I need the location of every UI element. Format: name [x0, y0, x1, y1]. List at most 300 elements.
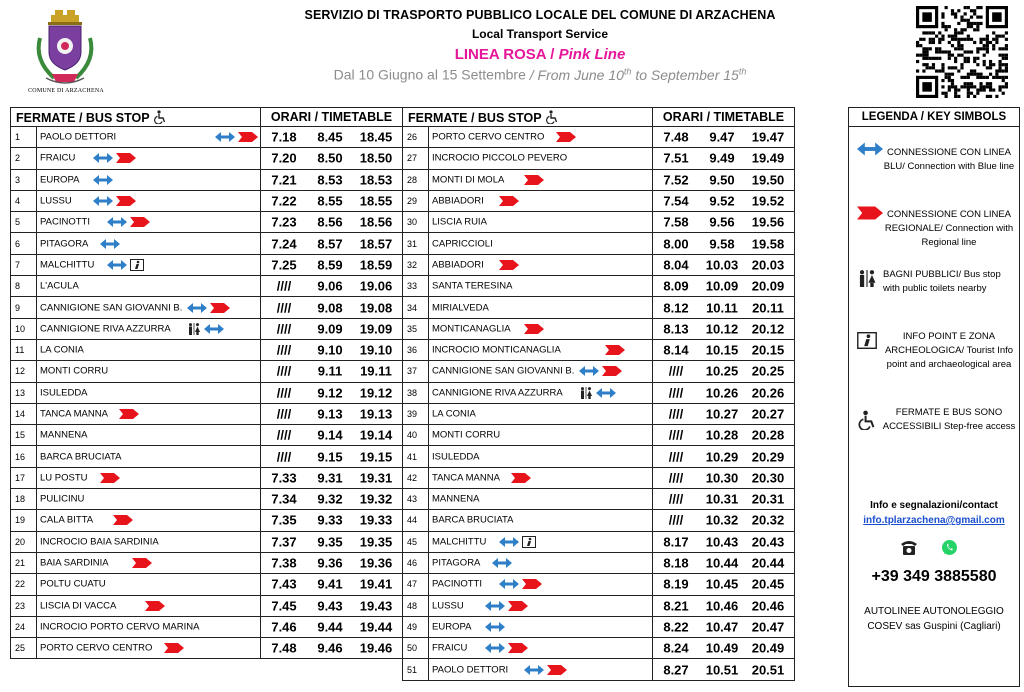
departure-time: 8.22 [663, 619, 689, 635]
stop-name: ABBIADORI [432, 195, 484, 207]
departure-time: 7.48 [663, 129, 689, 145]
departure-time: 7.34 [271, 491, 297, 507]
departure-time: 7.51 [663, 150, 689, 166]
stop-number: 40 [403, 425, 429, 446]
departure-time: 19.13 [359, 406, 393, 422]
departure-time: 10.29 [705, 449, 739, 465]
table-row [11, 361, 795, 382]
stop-icons [605, 345, 625, 355]
stop-times [261, 297, 403, 318]
departure-time: 9.11 [317, 363, 343, 379]
stop-name-cell [37, 169, 261, 190]
stop-number: 6 [11, 233, 37, 254]
stop-name-cell [429, 318, 653, 339]
table-row [11, 510, 795, 531]
departure-time: 8.56 [317, 214, 343, 230]
departure-time: 19.52 [751, 193, 785, 209]
departure-time: 9.12 [317, 385, 343, 401]
stop-icons [524, 175, 544, 185]
table-row [11, 339, 795, 360]
departure-time: 19.50 [751, 172, 785, 188]
departure-time: 10.51 [705, 662, 739, 678]
stop-number: 13 [11, 382, 37, 403]
departure-time: 8.19 [663, 576, 689, 592]
departure-time: 10.43 [705, 534, 739, 550]
dates-en-end-sup: th [738, 66, 747, 76]
stop-name-cell [429, 339, 653, 360]
departure-time: 19.35 [359, 534, 393, 550]
departure-time: //// [668, 406, 684, 422]
regional-line-connection-icon [602, 366, 622, 376]
blue-line-connection-icon [485, 622, 505, 632]
stop-times [261, 595, 403, 616]
departure-time: 19.11 [360, 363, 392, 379]
departure-time: 8.12 [663, 300, 689, 316]
stop-times [653, 638, 795, 659]
departure-time: 19.33 [359, 512, 393, 528]
stop-times [653, 318, 795, 339]
stop-name-cell [429, 425, 653, 446]
table-row [11, 254, 795, 275]
stop-icons [100, 473, 120, 483]
stop-times [261, 638, 403, 659]
regional-line-connection-icon [100, 473, 120, 483]
departure-time: 9.10 [317, 342, 343, 358]
stop-name-cell [429, 254, 653, 275]
stop-name: CANNIGIONE RIVA AZZURRA [40, 323, 171, 335]
stop-times [261, 616, 403, 637]
stop-name: CANNIGIONE SAN GIOVANNI B. [40, 302, 183, 314]
stop-name-cell [37, 297, 261, 318]
table-row [11, 531, 795, 552]
stop-name: PULICINU [40, 493, 85, 505]
regional-line-connection-icon [547, 665, 567, 675]
departure-time: 19.44 [359, 619, 393, 635]
departure-time: 20.03 [751, 257, 785, 273]
stop-name-cell [37, 339, 261, 360]
stop-name: PITAGORA [40, 238, 89, 250]
departure-time: 20.26 [751, 385, 785, 401]
contact-email-link[interactable]: info.tplarzachena@gmail.com [863, 515, 1005, 526]
stop-name-cell [429, 510, 653, 531]
operator-block [849, 604, 1019, 634]
table-row [11, 489, 795, 510]
departure-time: //// [276, 321, 292, 337]
departure-time: 7.48 [271, 640, 297, 656]
stop-icons [107, 259, 144, 271]
departure-time: 10.30 [705, 470, 739, 486]
blue-line-connection-icon [93, 175, 113, 185]
stop-name: TANCA MANNA [40, 408, 108, 420]
info-point-icon [522, 536, 536, 548]
blue-line-connection-icon [107, 217, 127, 227]
departure-time: 10.25 [705, 363, 739, 379]
stop-icons [132, 558, 152, 568]
departure-time: 20.43 [751, 534, 785, 550]
stop-name-cell [429, 297, 653, 318]
timetable-column-header-right: ORARI / TIMETABLE [653, 108, 795, 127]
qr-code-icon[interactable] [916, 6, 1008, 98]
stop-times [261, 446, 403, 467]
stop-number: 4 [11, 190, 37, 211]
departure-time: 9.13 [317, 406, 343, 422]
departure-time: 9.50 [709, 172, 735, 188]
stop-times [653, 148, 795, 169]
departure-time: 10.09 [705, 278, 739, 294]
coat-of-arms-icon [24, 8, 106, 100]
table-row [11, 552, 795, 573]
stop-number: 48 [403, 595, 429, 616]
table-row [11, 595, 795, 616]
departure-time: 9.41 [317, 576, 343, 592]
departure-time: 18.50 [359, 150, 393, 166]
departure-time: 9.32 [317, 491, 343, 507]
stop-times [653, 616, 795, 637]
stop-name-cell [37, 148, 261, 169]
crest-caption: COMUNE DI ARZACHENA [28, 88, 104, 94]
stop-number: 1 [11, 127, 37, 148]
blue-line-connection-icon [204, 324, 224, 334]
table-row [11, 318, 795, 339]
stop-icons [107, 217, 150, 227]
legend-info-point: INFO POINT E ZONA ARCHEOLOGICA/ Tourist Info point and archaeological area [884, 331, 1014, 370]
stop-name: INCROCIO BAIA SARDINIA [40, 536, 159, 548]
stop-name: EUROPA [40, 174, 80, 186]
departure-time: 20.25 [751, 363, 785, 379]
stop-icons [113, 515, 133, 525]
stop-icons [485, 622, 505, 632]
line-name [250, 46, 830, 63]
legend-panel [848, 107, 1020, 687]
stop-name: MANNENA [40, 429, 88, 441]
stop-name-cell [37, 254, 261, 275]
departure-time: 10.03 [705, 257, 739, 273]
stop-number: 25 [11, 638, 37, 659]
departure-time: 19.47 [751, 129, 785, 145]
table-row [11, 446, 795, 467]
table-row [11, 233, 795, 254]
departure-time: 20.30 [751, 470, 785, 486]
stop-icons [119, 409, 139, 419]
departure-time: 20.11 [752, 300, 784, 316]
stop-name-cell [429, 361, 653, 382]
stop-number: 41 [403, 446, 429, 467]
regional-line-connection-icon [145, 601, 165, 611]
blue-line-connection-icon [579, 366, 599, 376]
departure-time: //// [668, 385, 684, 401]
stop-name-cell [37, 489, 261, 510]
stop-name-cell [429, 233, 653, 254]
departure-time: 19.49 [751, 150, 785, 166]
line-name-separator: / [546, 46, 559, 63]
timetable [10, 107, 795, 681]
departure-time: 9.09 [317, 321, 343, 337]
stop-icons [579, 387, 616, 399]
departure-time: //// [276, 385, 292, 401]
stop-name-cell [429, 446, 653, 467]
validity-dates [250, 66, 830, 83]
departure-time: 20.29 [751, 449, 785, 465]
stop-number: 30 [403, 212, 429, 233]
stop-times [261, 339, 403, 360]
table-row [11, 382, 795, 403]
departure-time: 9.52 [709, 193, 735, 209]
stop-number: 49 [403, 616, 429, 637]
legend-regional-line: CONNESSIONE CON LINEA REGIONALE/ Connection with Regional line [884, 209, 1014, 248]
departure-time: 10.32 [705, 512, 739, 528]
table-row [11, 425, 795, 446]
stop-name: MANNENA [432, 493, 480, 505]
departure-time: 9.56 [709, 214, 735, 230]
stop-name: MONTI CORRU [40, 365, 109, 377]
departure-time: 10.28 [705, 427, 739, 443]
stop-number: 14 [11, 403, 37, 424]
departure-time: 8.04 [663, 257, 689, 273]
stop-number: 7 [11, 254, 37, 275]
stop-name: FRAICU [432, 642, 468, 654]
stop-number: 39 [403, 403, 429, 424]
stop-times [261, 254, 403, 275]
whatsapp-icon [941, 539, 958, 556]
stop-name-cell [429, 127, 653, 148]
stop-name-cell [37, 425, 261, 446]
regional-line-connection-icon [508, 601, 528, 611]
dates-en-start: From June 10 [537, 66, 624, 83]
stop-number: 35 [403, 318, 429, 339]
departure-time: 9.08 [317, 300, 343, 316]
departure-time: //// [668, 363, 684, 379]
departure-time: 9.36 [317, 555, 343, 571]
stop-name: BARCA BRUCIATA [432, 514, 514, 526]
regional-line-connection-icon [116, 153, 136, 163]
stop-icons [524, 665, 567, 675]
legend-public-toilets: BAGNI PUBBLICI/ Bus stop with public toilets nearby [883, 269, 1001, 294]
departure-time: 9.15 [317, 449, 343, 465]
departure-time: 8.09 [663, 278, 689, 294]
blue-line-connection-icon [485, 643, 505, 653]
stop-name: MONTICANAGLIA [432, 323, 511, 335]
stop-name-cell [37, 190, 261, 211]
stop-times [261, 233, 403, 254]
departure-time: 20.51 [751, 662, 785, 678]
departure-time: 8.18 [663, 555, 689, 571]
blue-line-connection-icon [485, 601, 505, 611]
public-toilets-icon [579, 387, 593, 399]
regional-line-connection-icon [522, 579, 542, 589]
stop-name: INCROCIO PICCOLO PEVERO [432, 152, 568, 164]
departure-time: 7.20 [271, 150, 297, 166]
departure-time: 9.46 [317, 640, 343, 656]
departure-time: 20.09 [751, 278, 785, 294]
table-row [11, 127, 795, 148]
departure-time: 20.49 [751, 640, 785, 656]
stop-name-cell [37, 616, 261, 637]
stop-times [653, 190, 795, 211]
stop-times [261, 382, 403, 403]
stop-times [653, 510, 795, 531]
stop-times [261, 276, 403, 297]
stop-name: CANNIGIONE RIVA AZZURRA [432, 387, 563, 399]
departure-time: 7.35 [271, 512, 297, 528]
departure-time: 19.58 [751, 236, 785, 252]
stop-times [653, 403, 795, 424]
stop-icons [215, 132, 258, 142]
departure-time: 18.53 [359, 172, 393, 188]
stop-name: CALA BITTA [40, 514, 94, 526]
stop-name: ABBIADORI [432, 259, 484, 271]
stop-icons [485, 643, 528, 653]
timetable-column-header-left: ORARI / TIMETABLE [261, 108, 403, 127]
stop-number: 51 [403, 659, 429, 680]
stop-name: LUSSU [432, 600, 464, 612]
service-title: SERVIZIO DI TRASPORTO PUBBLICO LOCALE DEL COMUNE DI ARZACHENA [304, 8, 776, 22]
table-row [11, 403, 795, 424]
departure-time: 7.22 [271, 193, 297, 209]
departure-time: 8.55 [317, 193, 343, 209]
departure-time: //// [276, 278, 292, 294]
departure-time: 7.58 [663, 214, 689, 230]
legend-title: LEGENDA / KEY SIMBOLS [849, 108, 1019, 127]
stop-icons [511, 473, 531, 483]
stop-column-header-right: FERMATE / BUS STOP [403, 108, 653, 127]
stop-name-cell [37, 638, 261, 659]
departure-time: 8.59 [317, 257, 343, 273]
departure-time: 18.57 [359, 236, 393, 252]
stop-number: 38 [403, 382, 429, 403]
stop-name-cell [37, 361, 261, 382]
departure-time: 9.49 [709, 150, 735, 166]
stop-icons [499, 579, 542, 589]
operator-line-1: AUTOLINEE AUTONOLEGGIO [864, 606, 1004, 617]
regional-line-connection-icon [511, 473, 531, 483]
departure-time: //// [668, 512, 684, 528]
table-row [11, 148, 795, 169]
stop-times [261, 467, 403, 488]
departure-time: 19.32 [359, 491, 393, 507]
stop-times [653, 254, 795, 275]
stop-number: 44 [403, 510, 429, 531]
stop-times [261, 190, 403, 211]
stop-name-cell [429, 190, 653, 211]
departure-time: 7.52 [663, 172, 689, 188]
departure-time: 7.25 [271, 257, 297, 273]
table-row [11, 574, 795, 595]
line-name-it: LINEA ROSA [454, 46, 547, 63]
departure-time: 7.21 [271, 172, 297, 188]
stop-icons [492, 558, 512, 568]
stop-name-cell [429, 574, 653, 595]
stop-number: 21 [11, 552, 37, 573]
stop-number: 2 [11, 148, 37, 169]
regional-line-connection-icon [119, 409, 139, 419]
public-toilets-icon [187, 323, 201, 335]
stop-name-cell [429, 276, 653, 297]
stop-name-cell [37, 467, 261, 488]
departure-time: 19.43 [359, 598, 393, 614]
stop-name-cell [429, 638, 653, 659]
stop-number: 3 [11, 169, 37, 190]
stop-times [653, 169, 795, 190]
departure-time: //// [668, 491, 684, 507]
stop-number: 34 [403, 297, 429, 318]
stop-times [261, 127, 403, 148]
stop-times [653, 276, 795, 297]
stop-times [653, 339, 795, 360]
departure-time: 20.32 [751, 512, 785, 528]
stop-name-cell [37, 382, 261, 403]
departure-time: 19.56 [751, 214, 785, 230]
contact-phone[interactable]: +39 349 3885580 [871, 568, 997, 585]
operator-line-2: COSEV sas Guspini (Cagliari) [867, 621, 1001, 632]
departure-time: 18.45 [359, 129, 393, 145]
regional-line-connection-icon [556, 132, 576, 142]
empty-cell [11, 659, 403, 680]
departure-time: 20.27 [751, 406, 785, 422]
stop-number: 32 [403, 254, 429, 275]
regional-line-connection-icon [524, 175, 544, 185]
wheelchair-access-icon [545, 110, 559, 124]
departure-time: 20.46 [751, 598, 785, 614]
departure-time: 8.53 [317, 172, 343, 188]
stop-name: MONTI CORRU [432, 429, 501, 441]
stop-times [653, 489, 795, 510]
stop-name: LUSSU [40, 195, 72, 207]
stop-number: 31 [403, 233, 429, 254]
regional-line-connection-icon [605, 345, 625, 355]
departure-time: 10.45 [705, 576, 739, 592]
stop-name-cell [37, 552, 261, 573]
departure-time: 8.45 [317, 129, 343, 145]
stop-name-cell [429, 403, 653, 424]
stop-number: 10 [11, 318, 37, 339]
stop-times [653, 467, 795, 488]
stop-times [653, 574, 795, 595]
stop-name: L'ACULA [40, 280, 79, 292]
stop-number: 45 [403, 531, 429, 552]
stop-name-cell [37, 531, 261, 552]
departure-time: 18.59 [359, 257, 393, 273]
departure-time: 19.06 [359, 278, 393, 294]
stop-name-cell [429, 552, 653, 573]
stop-times [653, 595, 795, 616]
stop-name: MALCHITTU [432, 536, 487, 548]
stop-times [261, 510, 403, 531]
departure-time: 9.14 [317, 427, 343, 443]
stop-name: INCROCIO PORTO CERVO MARINA [40, 621, 200, 633]
stop-number: 43 [403, 489, 429, 510]
stop-times [261, 531, 403, 552]
blue-line-connection-icon [93, 153, 113, 163]
regional-line-connection-icon [113, 515, 133, 525]
departure-time: 10.26 [705, 385, 739, 401]
dates-en-end: to September 15 [631, 66, 739, 83]
stop-icons [93, 196, 136, 206]
departure-time: //// [276, 449, 292, 465]
stop-number: 46 [403, 552, 429, 573]
blue-line-connection-icon [93, 196, 113, 206]
stop-times [261, 361, 403, 382]
stop-times [261, 403, 403, 424]
departure-time: 8.57 [317, 236, 343, 252]
dates-separator: / [525, 66, 538, 83]
departure-time: 7.24 [271, 236, 297, 252]
departure-time: 7.45 [271, 598, 297, 614]
dates-it: Dal 10 Giugno al 15 Settembre [333, 66, 526, 83]
stop-number: 18 [11, 489, 37, 510]
stop-name-cell [429, 595, 653, 616]
stop-icons [485, 601, 528, 611]
stop-times [261, 425, 403, 446]
